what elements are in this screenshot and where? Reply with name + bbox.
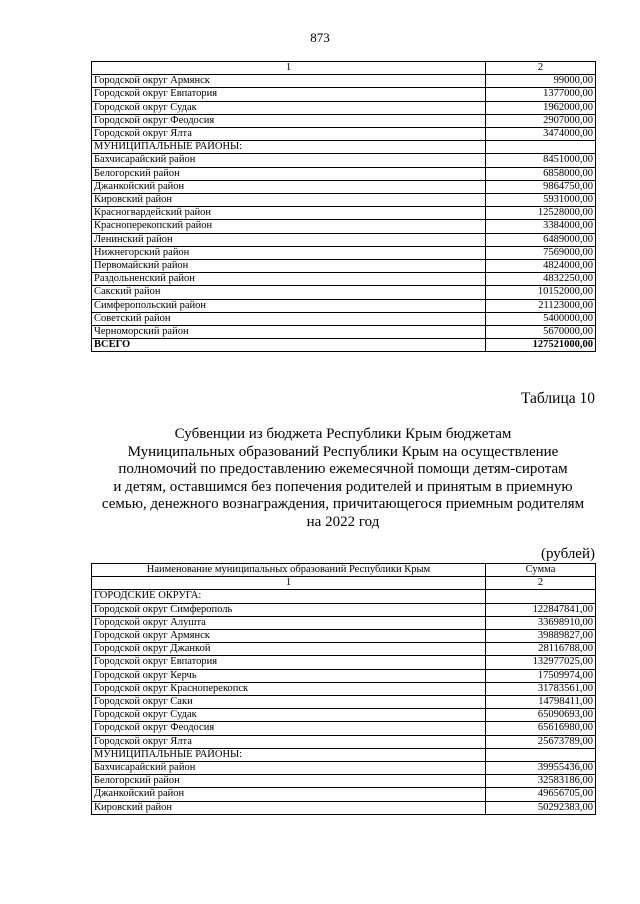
column-number-2: 2 [486,62,596,75]
amount-cell: 3384000,00 [486,220,596,233]
table-row [92,709,596,722]
amount-cell: 1962000,00 [486,101,596,114]
column-number-1: 1 [92,577,486,590]
column-number-row [92,62,596,75]
amount-cell: 7569000,00 [486,246,596,259]
amount-cell [486,141,596,154]
title-line: полномочий по предоставлению ежемесячной помощи детям-сиротам [118,461,568,478]
amount-cell: 49656705,00 [486,788,596,801]
entity-name: Городской округ Саки [92,696,486,709]
entity-name: Городской округ Джанкой [92,643,486,656]
table-row [92,220,596,233]
column-header-name: Наименование муниципальных образований Республики Крым [92,564,486,577]
entity-name: Городской округ Судак [92,709,486,722]
table-row [92,656,596,669]
entity-name: Городской округ Евпатория [92,656,486,669]
entity-name: Городской округ Красноперекопск [92,682,486,695]
table-row [92,114,596,127]
entity-name: Городской округ Ялта [92,735,486,748]
table-row [92,273,596,286]
amount-cell: 132977025,00 [486,656,596,669]
table-row [92,326,596,339]
entity-name: Бахчисарайский район [92,762,486,775]
amount-cell: 6858000,00 [486,167,596,180]
title-line: на 2022 год [306,513,380,530]
table-row [92,735,596,748]
entity-name: Кировский район [92,194,486,207]
table-row [92,748,596,761]
entity-name: Городской округ Судак [92,101,486,114]
table-row [92,696,596,709]
amount-cell: 1377000,00 [486,88,596,101]
amount-cell: 10152000,00 [486,286,596,299]
amount-cell: 3474000,00 [486,128,596,141]
amount-cell: 21123000,00 [486,299,596,312]
entity-name: Кировский район [92,801,486,814]
table-row [92,630,596,643]
column-number-1: 1 [92,62,486,75]
entity-name: Симферопольский район [92,299,486,312]
entity-name: Нижнегорский район [92,246,486,259]
table-row [92,682,596,695]
units-label: (рублей) [540,546,595,562]
table-row [92,246,596,259]
amount-cell: 4832250,00 [486,273,596,286]
entity-name: Городской округ Алушта [92,616,486,629]
entity-name: Городской округ Симферополь [92,603,486,616]
amount-cell: 28116788,00 [486,643,596,656]
title-line: Муниципальных образований Республики Крым на осуществление [127,443,559,460]
entity-name: МУНИЦИПАЛЬНЫЕ РАЙОНЫ: [92,141,486,154]
total-row [92,339,596,352]
table-row [92,590,596,603]
entity-name: Красногвардейский район [92,207,486,220]
amount-cell: 4824000,00 [486,260,596,273]
amount-cell [486,748,596,761]
amount-cell: 9864750,00 [486,180,596,193]
entity-name: Сакский район [92,286,486,299]
entity-name: МУНИЦИПАЛЬНЫЕ РАЙОНЫ: [92,748,486,761]
table-row [92,194,596,207]
table-row [92,603,596,616]
amount-cell: 12528000,00 [486,207,596,220]
table-row [92,180,596,193]
amount-cell: 2907000,00 [486,114,596,127]
table-row [92,154,596,167]
amount-cell: 31783561,00 [486,682,596,695]
amount-cell: 6489000,00 [486,233,596,246]
amount-cell: 50292383,00 [486,801,596,814]
entity-name: Джанкойский район [92,180,486,193]
table-row [92,260,596,273]
table-row [92,88,596,101]
entity-name: ГОРОДСКИЕ ОКРУГА: [92,590,486,603]
entity-name: Раздольненский район [92,273,486,286]
table-row [92,669,596,682]
column-number-row [92,577,596,590]
entity-name: Белогорский район [92,167,486,180]
entity-name: Джанкойский район [92,788,486,801]
entity-name: Бахчисарайский район [92,154,486,167]
column-number-2: 2 [486,577,596,590]
table-title [91,426,595,532]
entity-name: Белогорский район [92,775,486,788]
entity-name: Городской округ Феодосия [92,114,486,127]
table-row [92,762,596,775]
page-number: 873 [310,30,330,45]
title-line: семью, денежного вознаграждения, причитающегося приемным родителям [101,496,585,513]
amount-cell: 14798411,00 [486,696,596,709]
entity-name: Первомайский район [92,260,486,273]
amount-cell [486,590,596,603]
table-row [92,801,596,814]
table-row [92,75,596,88]
table-row [92,775,596,788]
table-row [92,788,596,801]
column-header-sum: Сумма [486,564,596,577]
amount-cell: 122847841,00 [486,603,596,616]
table-row [92,141,596,154]
entity-name: Красноперекопский район [92,220,486,233]
entity-name: Городской округ Феодосия [92,722,486,735]
amount-cell: 65090693,00 [486,709,596,722]
amount-cell: 32583186,00 [486,775,596,788]
amount-cell: 5670000,00 [486,326,596,339]
table-row [92,167,596,180]
table-row [92,299,596,312]
table-row [92,616,596,629]
table-row [92,312,596,325]
table-row [92,286,596,299]
table-row [92,722,596,735]
entity-name: Городской округ Керчь [92,669,486,682]
table-row [92,101,596,114]
subsidy-table-continued [91,61,596,352]
amount-cell: 33698910,00 [486,616,596,629]
amount-cell: 25673789,00 [486,735,596,748]
amount-cell: 39955436,00 [486,762,596,775]
column-header-row [92,564,596,577]
subvention-table [91,563,596,815]
table-row [92,128,596,141]
entity-name: ВСЕГО [92,339,486,352]
table-row [92,643,596,656]
amount-cell: 99000,00 [486,75,596,88]
entity-name: Городской округ Армянск [92,75,486,88]
entity-name: Черноморский район [92,326,486,339]
title-line: Субвенции из бюджета Республики Крым бюджетам [174,426,512,442]
entity-name: Советский район [92,312,486,325]
amount-cell: 5931000,00 [486,194,596,207]
entity-name: Городской округ Евпатория [92,88,486,101]
amount-cell: 127521000,00 [486,339,596,352]
table-row [92,207,596,220]
entity-name: Городской округ Ялта [92,128,486,141]
table-row [92,233,596,246]
amount-cell: 65616980,00 [486,722,596,735]
amount-cell: 17509974,00 [486,669,596,682]
entity-name: Городской округ Армянск [92,630,486,643]
table-number: Таблица 10 [520,390,595,407]
title-line: и детям, оставшимся без попечения родителей и принятым в приемную [113,478,573,495]
entity-name: Ленинский район [92,233,486,246]
amount-cell: 5400000,00 [486,312,596,325]
amount-cell: 39889827,00 [486,630,596,643]
amount-cell: 8451000,00 [486,154,596,167]
